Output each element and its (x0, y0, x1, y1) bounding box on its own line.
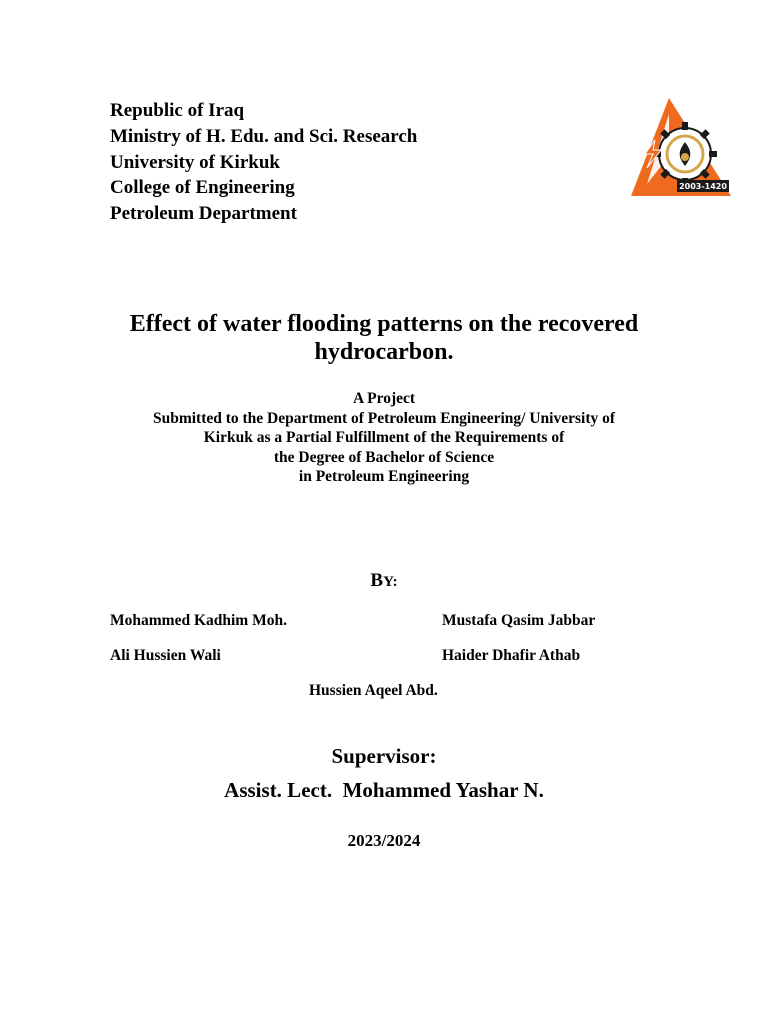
logo-year-text: 2003-1420 (679, 182, 727, 191)
project-line-5: in Petroleum Engineering (298, 468, 470, 486)
project-statement (0, 389, 768, 487)
by-first-letter: B (370, 570, 384, 591)
institution-header (110, 98, 417, 227)
author-4: Haider Dhafir Athab (442, 647, 581, 664)
academic-year: 2023/2024 (347, 831, 421, 850)
author-3: Ali Hussien Wali (110, 647, 221, 664)
project-line-3: Kirkuk as a Partial Fulfillment of the Requirements of (203, 429, 565, 447)
title-line-2: hydrocarbon. (314, 339, 454, 365)
college-logo (627, 96, 735, 200)
header-line-college: College of Engineering (110, 177, 295, 199)
by-rest: Y: (383, 574, 398, 590)
project-line-1: A Project (352, 390, 416, 407)
project-line-2: Submitted to the Department of Petroleum Engineering/ University of (152, 409, 616, 427)
project-line-4: the Degree of Bachelor of Science (273, 448, 495, 466)
author-1: Mohammed Kadhim Moh. (110, 612, 287, 629)
header-line-department: Petroleum Department (110, 203, 297, 225)
title-line-1: Effect of water flooding patterns on the recovered (129, 311, 639, 337)
supervisor-label: Supervisor: (331, 744, 437, 768)
project-title (0, 310, 768, 366)
header-line-country: Republic of Iraq (110, 100, 245, 121)
supervisor-name: Assist. Lect. Mohammed Yashar N. (224, 778, 544, 802)
author-5: Hussien Aqeel Abd. (309, 682, 438, 699)
header-line-university: University of Kirkuk (110, 151, 280, 173)
by-heading (0, 570, 768, 592)
header-line-ministry: Ministry of H. Edu. and Sci. Research (110, 125, 418, 147)
author-2: Mustafa Qasim Jabbar (442, 612, 596, 629)
